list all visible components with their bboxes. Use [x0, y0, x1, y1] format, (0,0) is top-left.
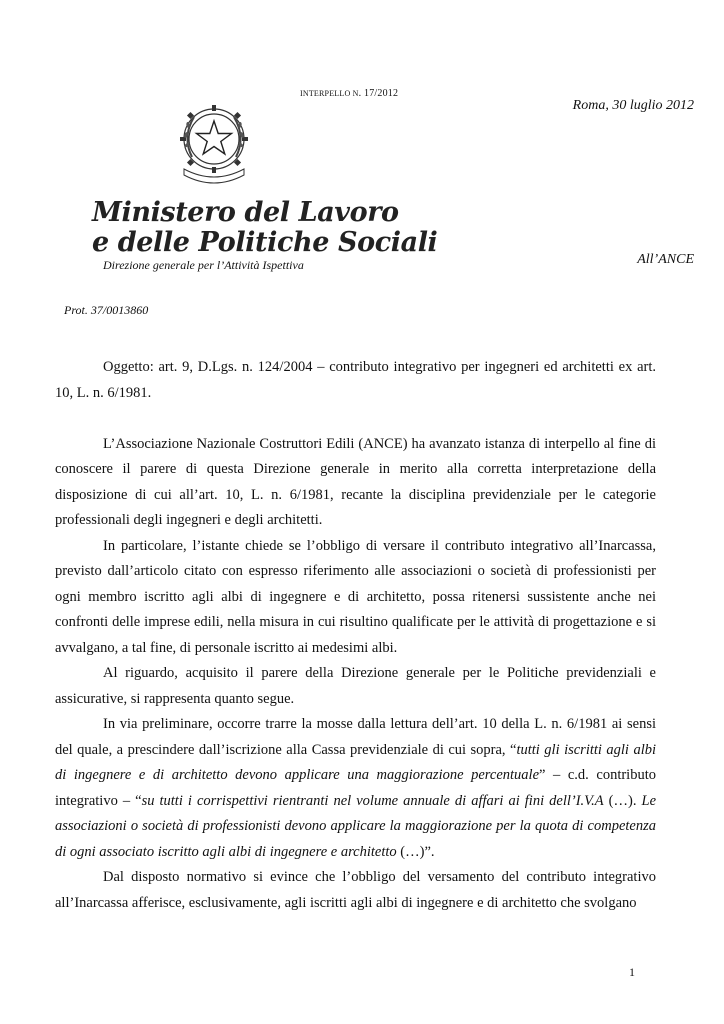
body-paragraph-4: [55, 712, 656, 865]
body-paragraph-5: Dal disposto normativo si evince che l’obbligo del versamento del contributo integrativo all’Inarcassa afferisce, esclusivamente, agli iscritti agli albi di ingegnere e di architetto che svolgano: [55, 869, 656, 911]
protocol-number: Prot. 37/0013860: [64, 303, 149, 317]
ministry-name-line-2: e delle Politiche Sociali: [92, 227, 438, 258]
p4-quote-1: tutti gli iscritti agli albi di ingegnere e di architetto devono applicare una maggiorazione percentuale: [55, 741, 656, 783]
p4-text-a: In via preliminare, occorre trarre la mosse dalla lettura dell’art. 10 della L. n. 6/1981 ai sensi del quale, a prescindere dall’iscrizione alla Cassa previdenziale di cui sopra, “: [55, 716, 656, 758]
p4-text-c: ” – c.d. contributo integrativo – “: [55, 767, 656, 809]
p4-quote-2: su tutti i corrispettivi rientranti nel volume annuale di affari ai fini dell’I.V.A: [141, 792, 604, 809]
p4-text-g: (…)”.: [396, 843, 435, 860]
page-number: 1: [629, 965, 635, 979]
department-name: Direzione generale per l’Attività Ispettiva: [103, 258, 304, 272]
body-paragraph-1: L’Associazione Nazionale Costruttori Edili (ANCE) ha avanzato istanza di interpello al fine di conoscere il parere di questa Direzione generale in merito alla corretta interpretazione della disposizione di cui all’art. 10, L. n. 6/1981, recante la disciplina previdenziale per le categorie professionali degli ingegneri e degli architetti.: [55, 435, 656, 528]
interpello-prefix: INTERPELLO N: [300, 89, 359, 98]
ministry-name-line-1: Ministero del Lavoro: [92, 197, 399, 228]
interpello-number: . 17/2012: [358, 88, 399, 99]
p4-text-e: (…).: [603, 792, 642, 809]
p4-quote-3: Le associazioni o società di professionisti devono applicare la maggiorazione per la quota di competenza di ogni associato iscritto agli albi di ingegnere e architetto: [55, 792, 656, 860]
republic-emblem-icon: [172, 99, 256, 185]
recipient: All’ANCE: [637, 252, 694, 267]
interpello-reference: [300, 88, 398, 99]
subject-paragraph: Oggetto: art. 9, D.Lgs. n. 124/2004 – contributo integrativo per ingegneri ed architetti ex art. 10, L. n. 6/1981.: [55, 359, 656, 401]
document-date: Roma, 30 luglio 2012: [572, 98, 694, 113]
body-paragraph-2: In particolare, l’istante chiede se l’obbligo di versare il contributo integrativo all’Inarcassa, previsto dall’articolo citato con espresso riferimento alle associazioni o società di professionisti per ogni membro iscritto agli albi di ingegnere e di architetto, possa ritenersi sussistente anche nei confronti delle imprese edili, nella misura in cui risultino qualificate per le attività di progettazione e si avvalgano, a tal fine, di personale iscritto ai medesimi albi.: [55, 537, 656, 656]
letter-body: [55, 355, 656, 916]
body-paragraph-3: Al riguardo, acquisito il parere della Direzione generale per le Politiche previdenziali e assicurative, si rappresenta quanto segue.: [55, 665, 656, 707]
